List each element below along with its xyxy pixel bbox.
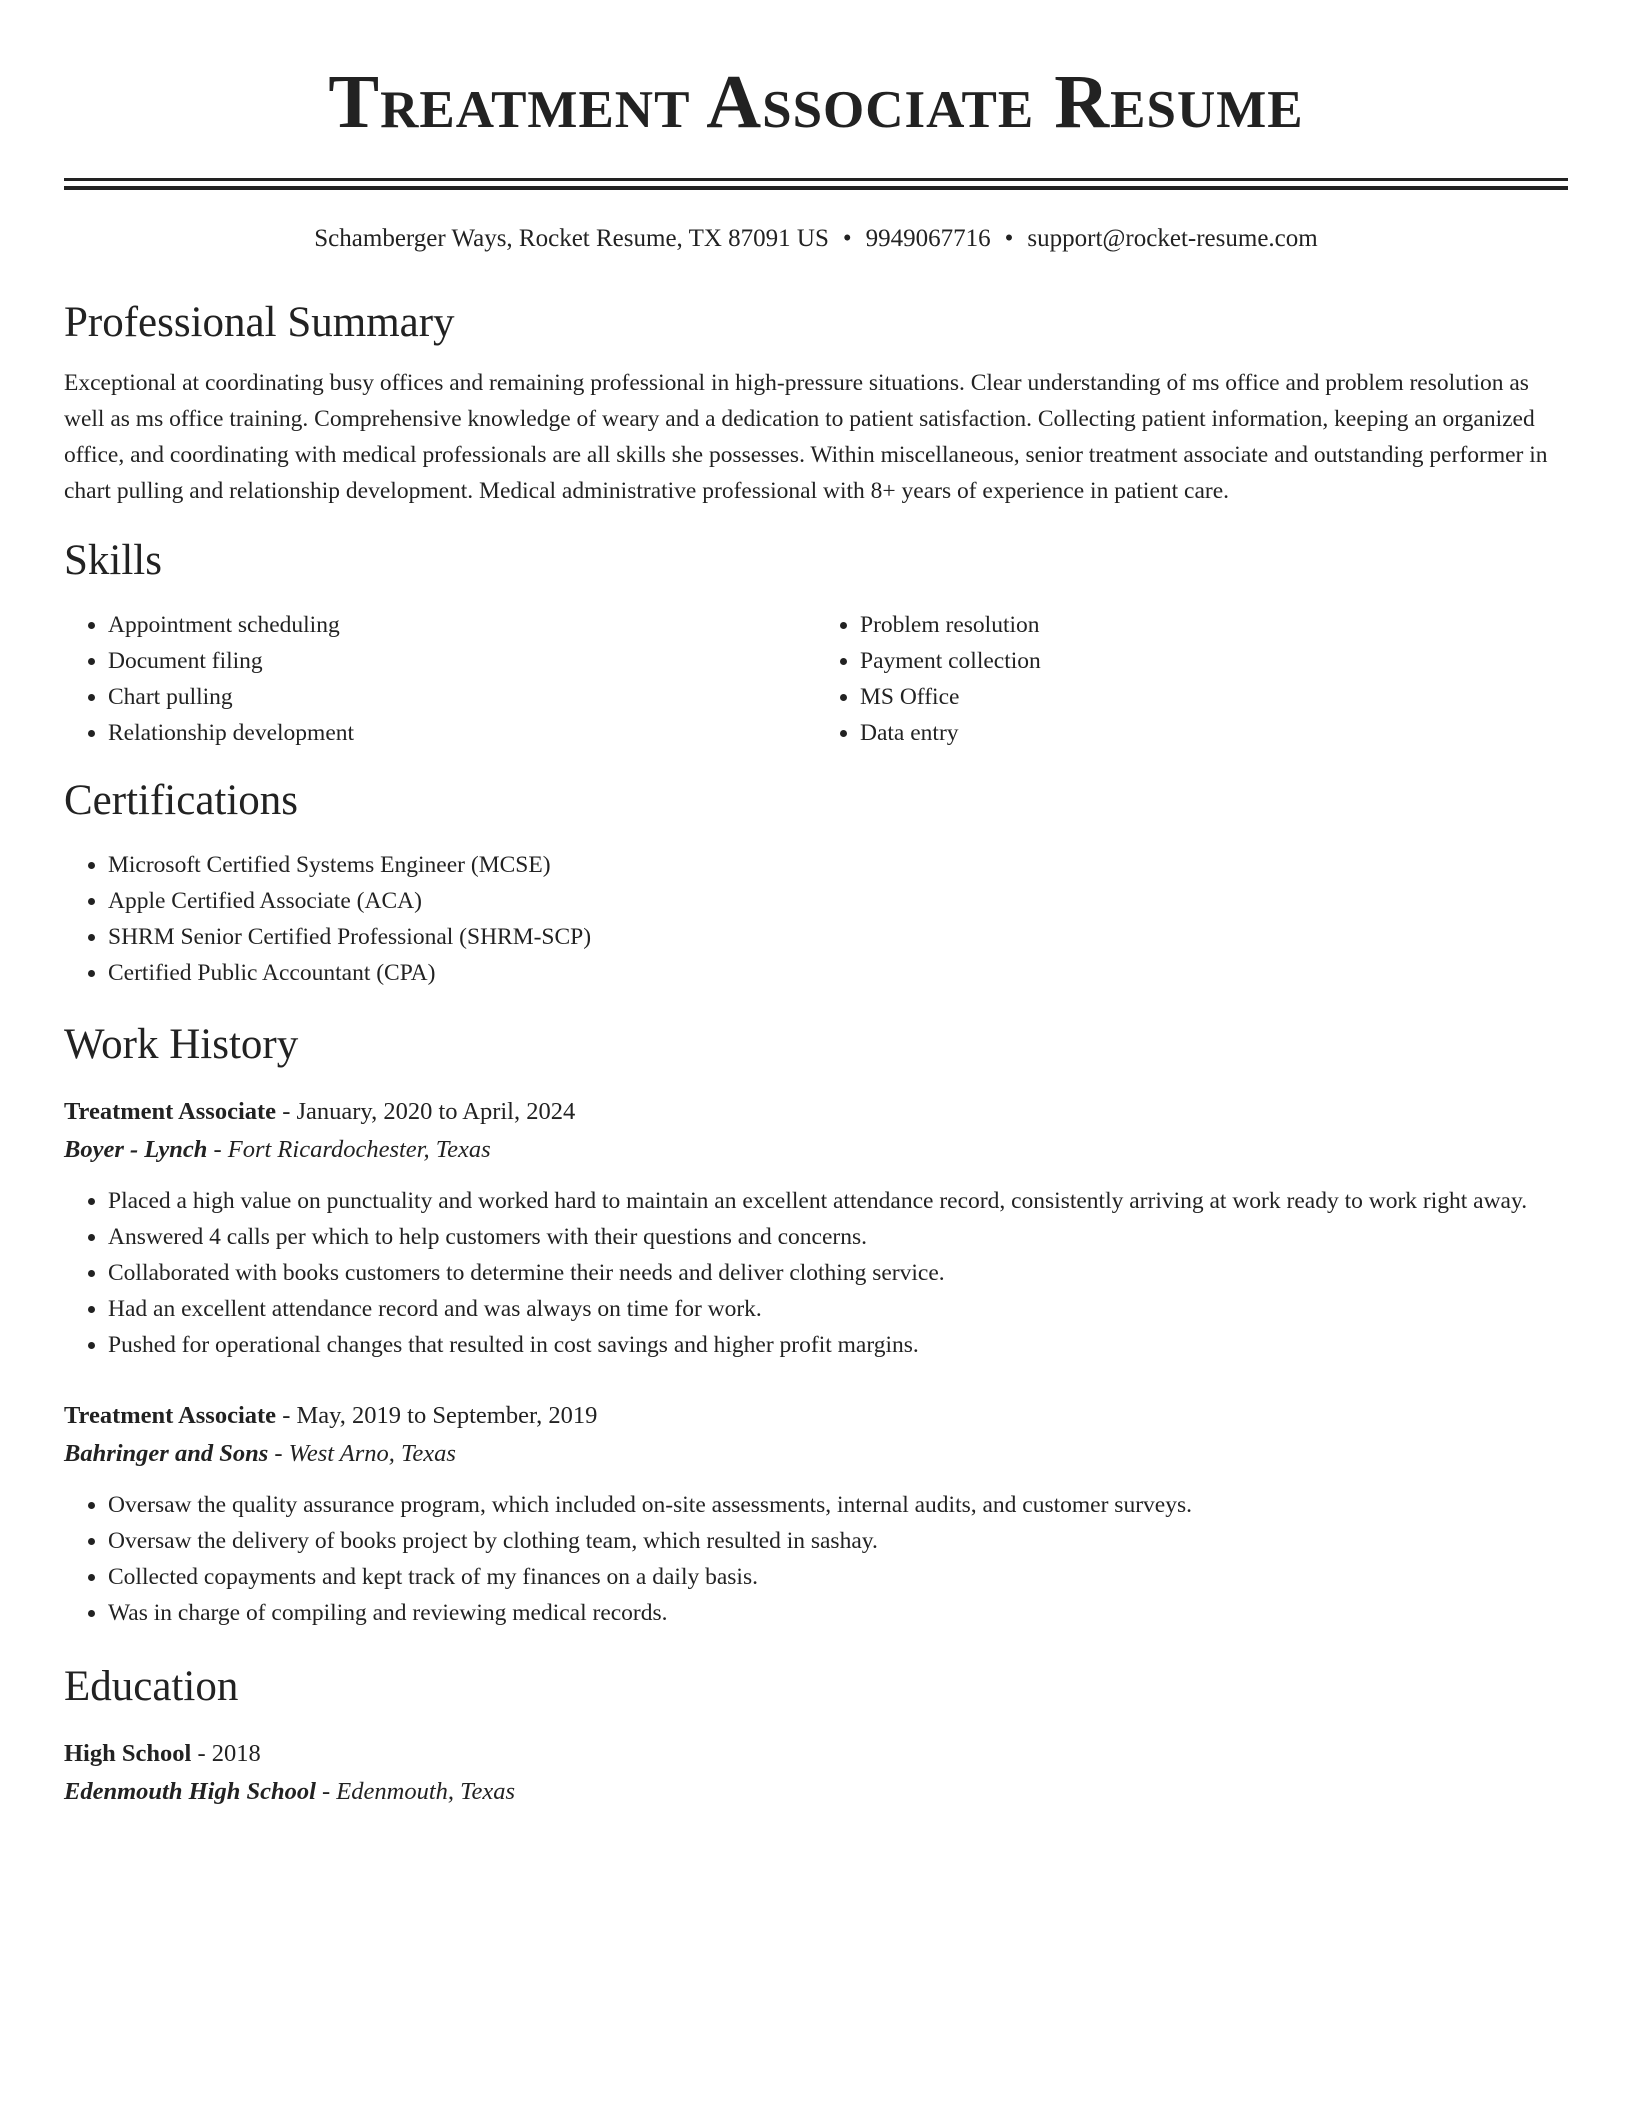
summary-text: Exceptional at coordinating busy offices and remaining professional in high-pressure situations. Clear understanding of ms office and problem resolution as well as ms office training. Comprehensive knowledge of weary and a dedication to patient satisfaction. Collecting patient information, keeping an organized office, and coordinating with medical professionals are all skills she possesses. Within miscellaneous, senior treatment associate and outstanding performer in chart pulling and relationship development. Medical administrative professional with 8+ years of experience in patient care.	[64, 370, 1548, 504]
contact-separator: •	[842, 225, 852, 252]
certifications-list	[64, 847, 1568, 991]
summary-heading: Professional Summary	[64, 299, 455, 346]
job-company: Boyer - Lynch	[64, 1136, 208, 1163]
education-heading: Education	[64, 1663, 239, 1710]
skill-item: • Document filing	[108, 643, 816, 679]
contact-separator: •	[1004, 225, 1014, 252]
job-duties-list	[64, 1487, 1568, 1631]
contact-email: support@rocket-resume.com	[1027, 225, 1318, 252]
education-degree: High School	[64, 1740, 192, 1767]
job-duty: • Had an excellent attendance record and was always on time for work.	[108, 1291, 1568, 1327]
job-duty: • Answered 4 calls per which to help customers with their questions and concerns.	[108, 1219, 1568, 1255]
skill-item: • Problem resolution	[860, 607, 1568, 643]
work-history-heading: Work History	[64, 1021, 299, 1068]
education-location: - Edenmouth, Texas	[315, 1778, 516, 1805]
job-duty: • Was in charge of compiling and reviewing medical records.	[108, 1595, 1568, 1631]
job-entry	[64, 1093, 1568, 1363]
skill-item: • MS Office	[860, 679, 1568, 715]
title-divider-top	[64, 178, 1568, 181]
skill-item: • Relationship development	[108, 715, 816, 751]
skill-item: • Data entry	[860, 715, 1568, 751]
certification-item: • Apple Certified Associate (ACA)	[108, 883, 1568, 919]
certification-item: • Certified Public Accountant (CPA)	[108, 955, 1568, 991]
skill-item: • Chart pulling	[108, 679, 816, 715]
certifications-heading: Certifications	[64, 777, 299, 824]
job-company-line	[64, 1131, 1568, 1169]
job-location: - Fort Ricardochester, Texas	[207, 1136, 491, 1163]
job-title-line	[64, 1093, 1568, 1131]
education-year: - 2018	[191, 1740, 261, 1767]
education-entry	[64, 1735, 1568, 1811]
education-school-line	[64, 1773, 1568, 1811]
skill-item: • Appointment scheduling	[108, 607, 816, 643]
contact-address: Schamberger Ways, Rocket Resume, TX 87091 US	[314, 225, 829, 252]
resume-title: Treatment Associate Resume	[328, 60, 1304, 144]
skills-column-left	[64, 607, 816, 751]
certification-item: • Microsoft Certified Systems Engineer (MCSE)	[108, 847, 1568, 883]
skill-item: • Payment collection	[860, 643, 1568, 679]
job-duty: • Collected copayments and kept track of my finances on a daily basis.	[108, 1559, 1568, 1595]
job-location: - West Arno, Texas	[268, 1440, 456, 1467]
contact-line	[64, 223, 1568, 255]
job-dates: - May, 2019 to September, 2019	[276, 1402, 598, 1429]
certification-item: • SHRM Senior Certified Professional (SHRM-SCP)	[108, 919, 1568, 955]
skills-column-right	[816, 607, 1568, 751]
job-duty: • Placed a high value on punctuality and worked hard to maintain an excellent attendance record, consistently arriving at work ready to work right away.	[108, 1183, 1568, 1219]
job-title: Treatment Associate	[64, 1402, 277, 1429]
job-dates: - January, 2020 to April, 2024	[276, 1098, 576, 1125]
skills-heading: Skills	[64, 537, 162, 584]
job-duties-list	[64, 1183, 1568, 1363]
job-company-line	[64, 1435, 1568, 1473]
job-duty: • Collaborated with books customers to determine their needs and deliver clothing service.	[108, 1255, 1568, 1291]
job-title: Treatment Associate	[64, 1098, 277, 1125]
title-divider-bottom	[64, 186, 1568, 190]
job-company: Bahringer and Sons	[64, 1440, 269, 1467]
contact-phone: 9949067716	[865, 225, 991, 252]
skills-list	[64, 607, 1568, 751]
job-title-line	[64, 1397, 1568, 1435]
job-entry	[64, 1397, 1568, 1631]
education-school: Edenmouth High School	[64, 1778, 316, 1805]
job-duty: • Oversaw the delivery of books project by clothing team, which resulted in sashay.	[108, 1523, 1568, 1559]
job-duty: • Oversaw the quality assurance program, which included on-site assessments, internal audits, and customer surveys.	[108, 1487, 1568, 1523]
education-degree-line	[64, 1735, 1568, 1773]
job-duty: • Pushed for operational changes that resulted in cost savings and higher profit margins.	[108, 1327, 1568, 1363]
